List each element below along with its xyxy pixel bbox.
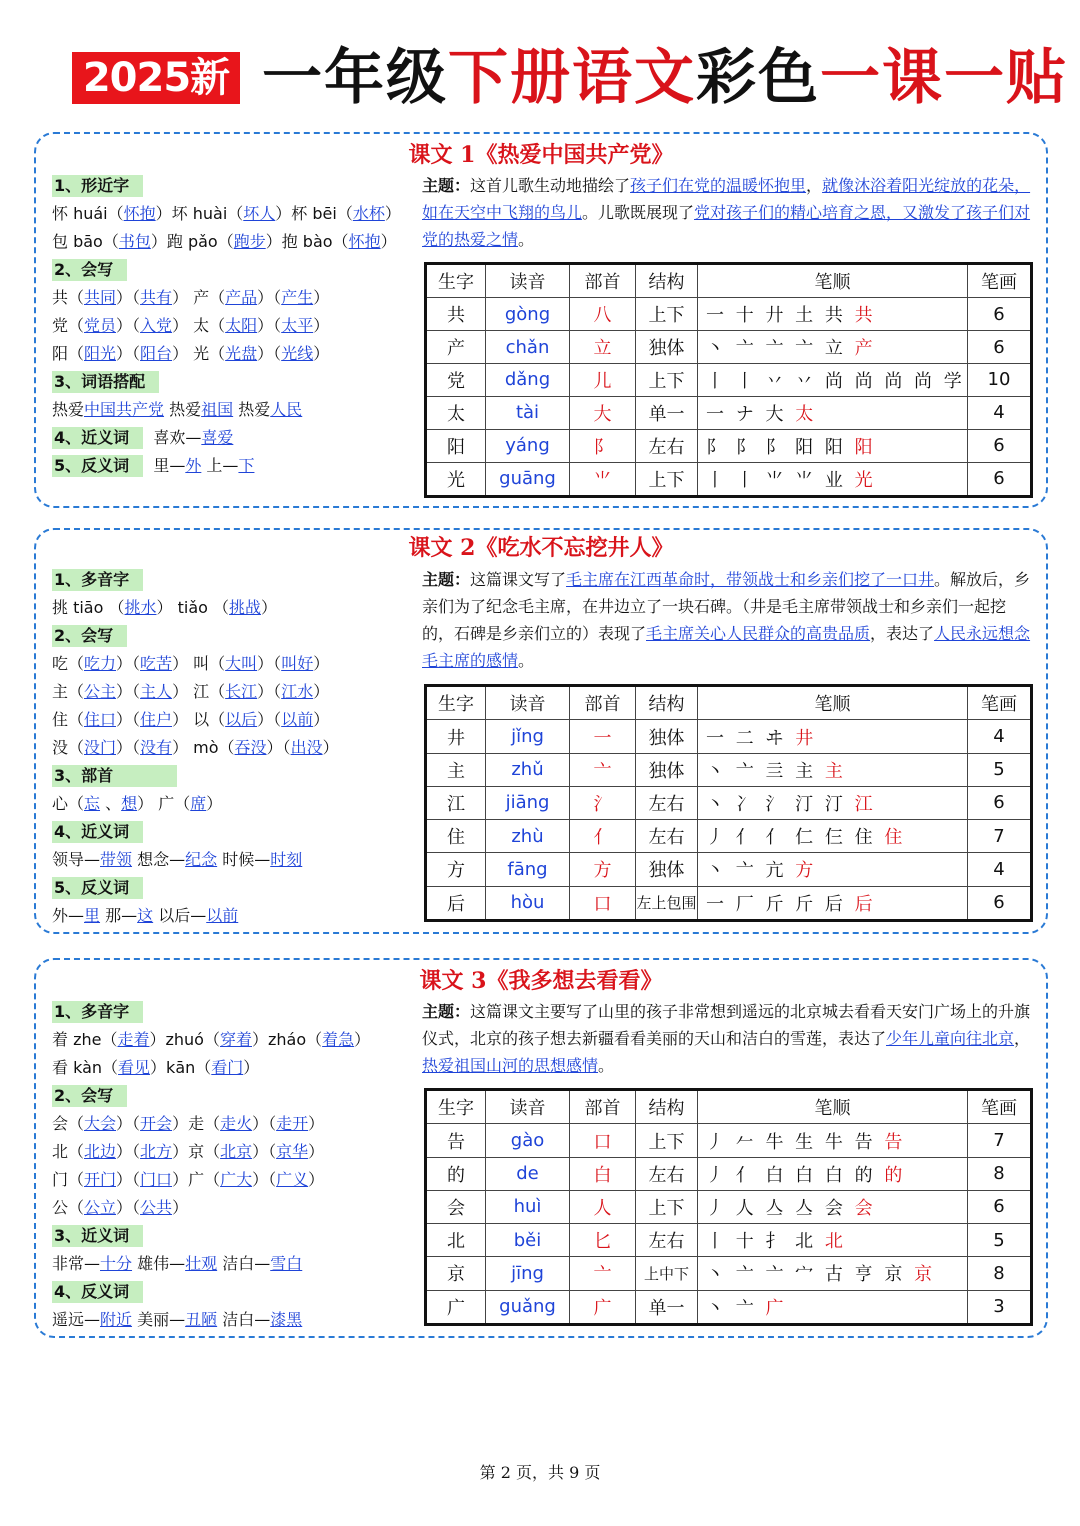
char-cell: 阳 <box>426 429 486 462</box>
theme-paragraph: 主题：这篇课文写了毛主席在江西革命时，带领战士和乡亲们挖了一口井。解放后，乡亲们为了纪念毛主席，在井边立了一块石碑。（井是毛主席带领战士和乡亲们一起挖的，石碑是乡亲们立的）表现了毛主席关心人民群众的高贵品质，表达了人民永远想念毛主席的感情。 <box>422 570 1031 670</box>
pinyin-cell: guāng <box>486 462 570 496</box>
section-label: 2、会写 <box>52 259 127 281</box>
stroke-count-cell: 6 <box>968 886 1032 920</box>
char-cell: 共 <box>426 298 486 331</box>
pinyin-cell: hòu <box>486 886 570 920</box>
writing-row: 北（北边）（北方）京（北京）（京华） <box>52 1142 325 1161</box>
pinyin-cell: guǎng <box>486 1290 570 1324</box>
stroke-count-cell: 6 <box>968 462 1032 496</box>
lesson-2-card <box>34 528 1048 934</box>
table-row <box>426 1290 1032 1324</box>
stroke-order-cell: 丨 丨 丷 丷 尚 尚 尚 尚 学 <box>698 364 968 397</box>
structure-cell: 独体 <box>636 753 698 786</box>
stroke-count-cell: 6 <box>968 298 1032 331</box>
lesson-2-left-column <box>52 566 412 930</box>
section-label: 4、近义词 <box>52 821 143 843</box>
polyphone-row: 看 kàn（看见）kān（看门） <box>52 1058 260 1077</box>
char-cell: 井 <box>426 720 486 753</box>
table-row <box>426 853 1032 886</box>
pinyin-cell: gào <box>486 1124 570 1157</box>
char-cell: 江 <box>426 786 486 819</box>
column-header: 笔画 <box>968 264 1032 298</box>
pinyin-cell: jǐng <box>486 720 570 753</box>
lesson-2-title: 课文 2《吃水不忘挖井人》 <box>408 535 674 561</box>
stroke-order-cell: 丿 𠂉 牛 生 牛 告 告 <box>698 1124 968 1157</box>
section-label: 2、会写 <box>52 1085 127 1107</box>
structure-cell: 单一 <box>636 396 698 429</box>
title-part-sticker: 一课一贴 <box>820 43 1068 113</box>
writing-row: 住（住口）（住户） 以（以后）（以前） <box>52 710 330 729</box>
radical-cell: 人 <box>570 1190 636 1223</box>
stroke-count-cell: 3 <box>968 1290 1032 1324</box>
writing-row: 会（大会）（开会）走（走火）（走开） <box>52 1114 325 1133</box>
pinyin-cell: fāng <box>486 853 570 886</box>
char-cell: 光 <box>426 462 486 496</box>
writing-row: 共（共同）（共有） 产（产品）（产生） <box>52 288 330 307</box>
table-row <box>426 1190 1032 1223</box>
year-badge: 2025新 <box>72 52 240 104</box>
page-header <box>0 38 1080 118</box>
section-label: 2、会写 <box>52 625 127 647</box>
stroke-count-cell: 5 <box>968 753 1032 786</box>
radical-cell: 匕 <box>570 1224 636 1257</box>
column-header: 结构 <box>636 686 698 720</box>
stroke-count-cell: 4 <box>968 720 1032 753</box>
column-header: 结构 <box>636 1090 698 1124</box>
page-title <box>262 38 1068 118</box>
structure-cell: 左右 <box>636 820 698 853</box>
column-header: 读音 <box>486 686 570 720</box>
column-header: 生字 <box>426 686 486 720</box>
table-row <box>426 331 1032 364</box>
lesson-3-right-column <box>422 998 1032 1079</box>
table-header-row <box>426 264 1032 298</box>
radical-cell: 口 <box>570 886 636 920</box>
pinyin-cell: de <box>486 1157 570 1190</box>
theme-paragraph: 主题：这首儿歌生动地描绘了孩子们在党的温暖怀抱里，就像沐浴着阳光绽放的花朵，如在天空中飞翔的鸟儿。儿歌既展现了党对孩子们的精心培育之恩，又激发了孩子们对党的热爱之情。 <box>422 176 1031 249</box>
stroke-count-cell: 10 <box>968 364 1032 397</box>
structure-cell: 左右 <box>636 429 698 462</box>
stroke-order-cell: 一 十 廾 土 共 共 <box>698 298 968 331</box>
writing-row: 主（公主）（主人） 江（长江）（江水） <box>52 682 330 701</box>
column-header: 生字 <box>426 1090 486 1124</box>
structure-cell: 单一 <box>636 1290 698 1324</box>
stroke-order-cell: 一 厂 斤 斤 后 后 <box>698 886 968 920</box>
section-label: 5、反义词 <box>52 877 143 899</box>
radical-cell: 立 <box>570 331 636 364</box>
column-header: 笔画 <box>968 1090 1032 1124</box>
radical-cell: ⺌ <box>570 462 636 496</box>
title-part-color: 彩色 <box>696 43 820 113</box>
stroke-count-cell: 7 <box>968 820 1032 853</box>
radical-row: 心（忘 、想） 广（席） <box>52 794 223 813</box>
radical-cell: 儿 <box>570 364 636 397</box>
lesson-3-char-table <box>424 1088 1033 1326</box>
polyphone-row: 挑 tiāo （挑水） tiǎo （挑战） <box>52 598 278 617</box>
antonym-row: 外—里 那—这 以后—以前 <box>52 906 239 925</box>
stroke-order-cell: 一 二 ヰ 井 <box>698 720 968 753</box>
structure-cell: 左上包围 <box>636 886 698 920</box>
stroke-order-cell: 丶 亠 亖 主 主 <box>698 753 968 786</box>
table-row <box>426 462 1032 496</box>
char-cell: 党 <box>426 364 486 397</box>
table-header-row <box>426 1090 1032 1124</box>
table-row <box>426 886 1032 920</box>
structure-cell: 上下 <box>636 364 698 397</box>
page-footer: 第 2 页，共 9 页 <box>479 1463 601 1482</box>
lesson-1-right-column <box>422 172 1032 253</box>
synonym-row: 领导—带领 想念—纪念 时候—时刻 <box>52 850 303 869</box>
radical-cell: 白 <box>570 1157 636 1190</box>
stroke-count-cell: 5 <box>968 1224 1032 1257</box>
table-row <box>426 1224 1032 1257</box>
stroke-order-cell: 丶 亠 广 <box>698 1290 968 1324</box>
radical-cell: 方 <box>570 853 636 886</box>
structure-cell: 上下 <box>636 462 698 496</box>
section-label: 3、近义词 <box>52 1225 143 1247</box>
column-header: 笔顺 <box>698 264 968 298</box>
table-row <box>426 298 1032 331</box>
char-cell: 主 <box>426 753 486 786</box>
stroke-order-cell: 丨 十 扌 北 北 <box>698 1224 968 1257</box>
writing-row: 门（开门）（门口）广（广大）（广义） <box>52 1170 325 1189</box>
column-header: 生字 <box>426 264 486 298</box>
char-cell: 后 <box>426 886 486 920</box>
synonym-row: 4、近义词 喜欢—喜爱 <box>54 428 234 447</box>
structure-cell: 上下 <box>636 298 698 331</box>
lesson-3-left-column <box>52 998 412 1334</box>
table-row <box>426 1124 1032 1157</box>
stroke-count-cell: 6 <box>968 331 1032 364</box>
column-header: 部首 <box>570 686 636 720</box>
radical-cell: 八 <box>570 298 636 331</box>
section-label: 1、多音字 <box>52 1001 143 1023</box>
title-part-book: 下册语文 <box>448 43 696 113</box>
pinyin-cell: zhǔ <box>486 753 570 786</box>
similar-chars-row: 怀 huái（怀抱）坏 huài（坏人）杯 bēi（水杯） <box>52 204 401 223</box>
stroke-order-cell: 丶 亠 亠 亠 立 产 <box>698 331 968 364</box>
structure-cell: 上下 <box>636 1190 698 1223</box>
char-cell: 广 <box>426 1290 486 1324</box>
writing-row: 没（没门）（没有） mò（吞没）（出没） <box>52 738 339 757</box>
pinyin-cell: gòng <box>486 298 570 331</box>
lesson-2-char-table <box>424 684 1033 922</box>
structure-cell: 独体 <box>636 331 698 364</box>
table-row <box>426 1157 1032 1190</box>
column-header: 部首 <box>570 1090 636 1124</box>
collocation-row: 热爱中国共产党 热爱祖国 热爱人民 <box>52 400 303 419</box>
pinyin-cell: yáng <box>486 429 570 462</box>
writing-row: 吃（吃力）（吃苦） 叫（大叫）（叫好） <box>52 654 330 673</box>
char-cell: 产 <box>426 331 486 364</box>
lesson-1-card <box>34 132 1048 508</box>
column-header: 笔顺 <box>698 1090 968 1124</box>
pinyin-cell: zhù <box>486 820 570 853</box>
radical-cell: 广 <box>570 1290 636 1324</box>
polyphone-row: 着 zhe（走着）zhuó（穿着）zháo（着急） <box>52 1030 371 1049</box>
writing-row: 阳（阳光）（阳台） 光（光盘）（光线） <box>52 344 330 363</box>
stroke-count-cell: 7 <box>968 1124 1032 1157</box>
char-cell: 住 <box>426 820 486 853</box>
lesson-1-char-table <box>424 262 1033 498</box>
stroke-count-cell: 4 <box>968 853 1032 886</box>
char-cell: 的 <box>426 1157 486 1190</box>
char-cell: 京 <box>426 1257 486 1290</box>
char-cell: 方 <box>426 853 486 886</box>
antonym-row: 遥远—附近 美丽—丑陋 洁白—漆黑 <box>52 1310 303 1329</box>
section-label: 1、多音字 <box>52 569 143 591</box>
stroke-order-cell: 丨 丨 ⺌ ⺌ 业 光 <box>698 462 968 496</box>
stroke-count-cell: 8 <box>968 1257 1032 1290</box>
column-header: 结构 <box>636 264 698 298</box>
antonym-row: 5、反义词 里—外 上—下 <box>54 456 255 475</box>
stroke-count-cell: 6 <box>968 786 1032 819</box>
column-header: 笔顺 <box>698 686 968 720</box>
column-header: 部首 <box>570 264 636 298</box>
radical-cell: 口 <box>570 1124 636 1157</box>
char-cell: 太 <box>426 396 486 429</box>
pinyin-cell: běi <box>486 1224 570 1257</box>
table-row <box>426 396 1032 429</box>
section-label: 3、部首 <box>52 765 177 787</box>
column-header: 读音 <box>486 264 570 298</box>
stroke-order-cell: 丶 亠 亠 宀 古 亨 京 京 <box>698 1257 968 1290</box>
pinyin-cell: jiāng <box>486 786 570 819</box>
radical-cell: 阝 <box>570 429 636 462</box>
structure-cell: 左右 <box>636 1224 698 1257</box>
table-row <box>426 364 1032 397</box>
column-header: 笔画 <box>968 686 1032 720</box>
pinyin-cell: chǎn <box>486 331 570 364</box>
radical-cell: 亠 <box>570 753 636 786</box>
lesson-1-left-column <box>52 172 412 480</box>
char-cell: 会 <box>426 1190 486 1223</box>
lesson-2-right-column <box>422 566 1032 674</box>
radical-cell: 亠 <box>570 1257 636 1290</box>
stroke-count-cell: 8 <box>968 1157 1032 1190</box>
structure-cell: 独体 <box>636 853 698 886</box>
table-header-row <box>426 686 1032 720</box>
table-row <box>426 786 1032 819</box>
stroke-order-cell: 一 ナ 大 太 <box>698 396 968 429</box>
radical-cell: 大 <box>570 396 636 429</box>
table-row <box>426 429 1032 462</box>
section-label: 3、词语搭配 <box>52 371 159 393</box>
stroke-order-cell: 丿 亻 白 白 白 的 的 <box>698 1157 968 1190</box>
stroke-order-cell: 丶 亠 亢 方 <box>698 853 968 886</box>
section-label: 1、形近字 <box>52 175 143 197</box>
radical-cell: 一 <box>570 720 636 753</box>
pinyin-cell: tài <box>486 396 570 429</box>
writing-row: 党（党员）（入党） 太（太阳）（太平） <box>52 316 330 335</box>
title-part-grade: 一年级 <box>262 43 448 113</box>
stroke-count-cell: 6 <box>968 429 1032 462</box>
lesson-3-card <box>34 958 1048 1338</box>
structure-cell: 左右 <box>636 786 698 819</box>
stroke-order-cell: 阝 阝 阝 阳 阳 阳 <box>698 429 968 462</box>
stroke-order-cell: 丿 亻 亻 仁 仨 住 住 <box>698 820 968 853</box>
theme-paragraph: 主题：这篇课文主要写了山里的孩子非常想到遥远的北京城去看看天安门广场上的升旗仪式，北京的孩子想去新疆看看美丽的天山和洁白的雪莲，表达了少年儿童向往北京，热爱祖国山河的思想感情。 <box>422 1002 1031 1075</box>
structure-cell: 上下 <box>636 1124 698 1157</box>
table-row <box>426 820 1032 853</box>
stroke-count-cell: 6 <box>968 1190 1032 1223</box>
pinyin-cell: jīng <box>486 1257 570 1290</box>
char-cell: 告 <box>426 1124 486 1157</box>
structure-cell: 上中下 <box>636 1257 698 1290</box>
table-row <box>426 1257 1032 1290</box>
lesson-3-title: 课文 3《我多想去看看》 <box>419 968 663 994</box>
pinyin-cell: dǎng <box>486 364 570 397</box>
structure-cell: 独体 <box>636 720 698 753</box>
char-cell: 北 <box>426 1224 486 1257</box>
pinyin-cell: huì <box>486 1190 570 1223</box>
stroke-order-cell: 丶 冫 氵 汀 汀 江 <box>698 786 968 819</box>
stroke-order-cell: 丿 人 亼 亼 会 会 <box>698 1190 968 1223</box>
synonym-row: 非常—十分 雄伟—壮观 洁白—雪白 <box>52 1254 303 1273</box>
table-row <box>426 720 1032 753</box>
stroke-count-cell: 4 <box>968 396 1032 429</box>
radical-cell: 氵 <box>570 786 636 819</box>
lesson-1-title: 课文 1《热爱中国共产党》 <box>408 142 674 168</box>
radical-cell: 亻 <box>570 820 636 853</box>
section-label: 4、反义词 <box>52 1281 143 1303</box>
similar-chars-row: 包 bāo（书包）跑 pǎo（跑步）抱 bào（怀抱） <box>52 232 397 251</box>
table-row <box>426 753 1032 786</box>
structure-cell: 左右 <box>636 1157 698 1190</box>
writing-row: 公（公立）（公共） <box>52 1198 189 1217</box>
column-header: 读音 <box>486 1090 570 1124</box>
